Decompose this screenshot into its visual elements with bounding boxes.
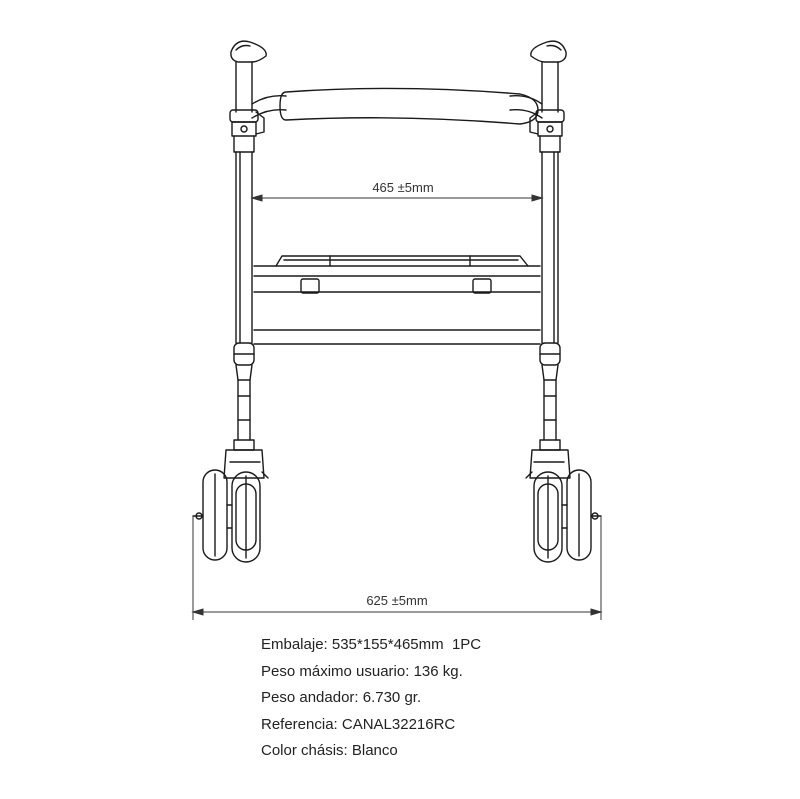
spec-max-user-weight: Peso máximo usuario: 136 kg. [261, 662, 463, 680]
left-frame-tube [236, 62, 252, 343]
left-lower-leg [234, 343, 254, 450]
inner-width-dimension [252, 195, 542, 201]
right-lower-leg [540, 343, 560, 450]
left-handle-grip [231, 41, 266, 62]
right-handle-grip [531, 41, 566, 62]
backrest-bar [252, 88, 542, 124]
inner-width-label: 465 ±5mm [372, 180, 434, 195]
left-height-clamp [230, 110, 264, 152]
spec-packaging: Embalaje: 535*155*465mm 1PC [261, 636, 482, 653]
outer-width-label: 625 ±5mm [366, 593, 428, 608]
right-caster-wheels [526, 450, 601, 562]
right-height-clamp [530, 110, 564, 152]
spec-walker-weight: Peso andador: 6.730 gr. [261, 689, 422, 707]
right-frame-tube [542, 62, 558, 343]
cross-bar [254, 330, 540, 344]
spec-chassis-color: Color chásis: Blanco [261, 742, 398, 760]
seat-tray [254, 256, 540, 293]
spec-reference: Referencia: CANAL32216RC [261, 715, 456, 733]
left-caster-wheels [193, 450, 268, 562]
specification-list [261, 632, 481, 765]
